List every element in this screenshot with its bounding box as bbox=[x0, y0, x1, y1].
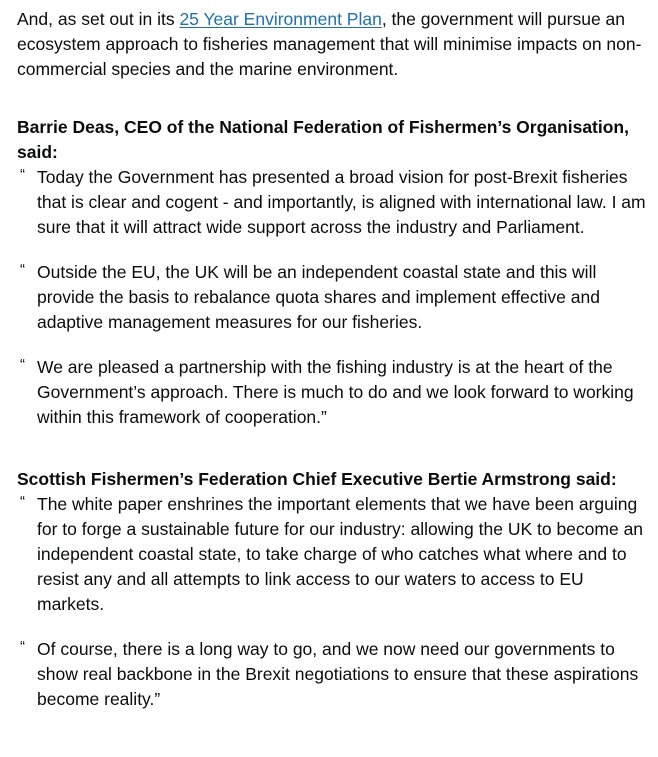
quote-block bbox=[17, 637, 647, 712]
quote-block bbox=[17, 260, 647, 335]
quote-text: Outside the EU, the UK will be an independent coastal state and this will provide the basis to rebalance quota shares and implement effective and adaptive management measures for our fisheries. bbox=[37, 262, 600, 332]
quote-mark-icon: “ bbox=[20, 638, 25, 655]
quote-mark-icon: “ bbox=[20, 166, 25, 183]
quote-block bbox=[17, 165, 647, 240]
quote-block bbox=[17, 492, 647, 617]
intro-paragraph bbox=[17, 7, 647, 82]
quote-text: The white paper enshrines the important elements that we have been arguing for to forge a sustainable future for our industry: allowing the UK to become an independent coastal state, to take charge of who catches what where and to resist any and all attempts to link access to our waters to access to EU markets. bbox=[37, 494, 644, 614]
quote-block bbox=[17, 355, 647, 430]
quote-text: Today the Government has presented a broad vision for post-Brexit fisheries that is clear and cogent - and importantly, is aligned with international law. I am sure that it will attract wide support across the industry and Parliament. bbox=[37, 167, 646, 237]
quote-mark-icon: “ bbox=[20, 261, 25, 278]
quote-mark-icon: “ bbox=[20, 493, 25, 510]
quote-text: We are pleased a partnership with the fishing industry is at the heart of the Government’s approach. There is much to do and we look forward to working within this framework of cooperation.” bbox=[37, 357, 634, 427]
speaker-barrie-deas: Barrie Deas, CEO of the National Federation of Fishermen’s Organisation, said: bbox=[17, 117, 629, 162]
speaker-bertie-armstrong: Scottish Fishermen’s Federation Chief Executive Bertie Armstrong said: bbox=[17, 469, 617, 489]
quote-text: Of course, there is a long way to go, and we now need our governments to show real backbone in the Brexit negotiations to ensure that these aspirations become reality.” bbox=[37, 639, 639, 709]
intro-text-after: , the government will pursue an ecosystem approach to fisheries management that will minimise impacts on non-commercial species and the marine environment. bbox=[17, 9, 642, 79]
environment-plan-link[interactable]: 25 Year Environment Plan bbox=[179, 9, 382, 29]
quote-mark-icon: “ bbox=[20, 356, 25, 373]
intro-text-before: And, as set out in its bbox=[17, 9, 180, 29]
article-body bbox=[17, 7, 647, 712]
